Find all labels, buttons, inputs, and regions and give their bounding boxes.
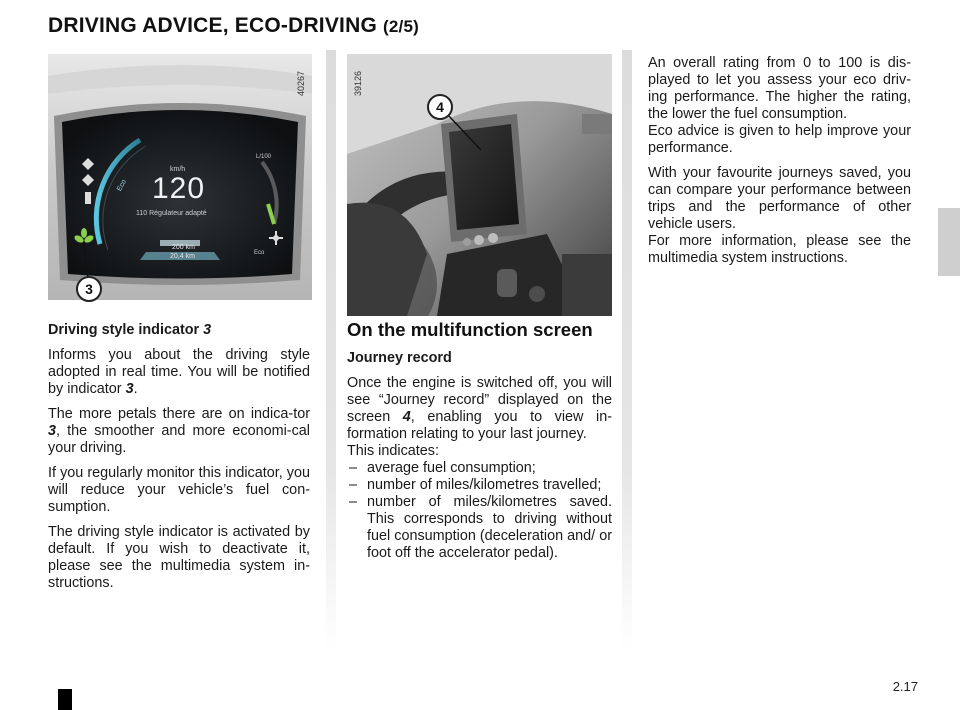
column-middle-text bbox=[347, 321, 612, 562]
cluster-speed-limit: 110 Régulateur adapté bbox=[136, 210, 207, 217]
cluster-gauge-label: Eco bbox=[116, 178, 128, 193]
column-left-text bbox=[48, 322, 310, 600]
paragraph: If you regularly monitor this indicator, you will reduce your vehicle’s fuel con-sumption. bbox=[48, 465, 310, 515]
paragraph-text-end: , the smoother and more economi-cal your driving. bbox=[48, 423, 310, 456]
column-divider-left bbox=[326, 50, 336, 650]
column-divider-right bbox=[622, 50, 632, 650]
reference-number: 3 bbox=[125, 381, 134, 397]
page-title bbox=[48, 14, 419, 38]
page-number: 2.17 bbox=[892, 679, 918, 694]
column-right-text bbox=[648, 55, 911, 275]
paragraph: Eco advice is given to help improve your performance. bbox=[648, 123, 911, 156]
paragraph-text: Once the engine is switched off, you will see “Journey record” displayed on the screen bbox=[347, 375, 612, 425]
driving-style-heading-text: Driving style indicator bbox=[48, 322, 200, 338]
callout-line-3 bbox=[48, 54, 312, 300]
reference-number: 4 bbox=[402, 409, 411, 425]
multifunction-screen-figure bbox=[347, 54, 612, 316]
paragraph bbox=[48, 406, 310, 457]
figure-code-middle: 39126 bbox=[353, 70, 363, 96]
figure-code-left: 40267 bbox=[296, 70, 306, 96]
journey-record-heading: Journey record bbox=[347, 350, 452, 366]
paragraph-text-end: , enabling you to view in-formation relating to your last journey. bbox=[347, 409, 613, 442]
chapter-tab bbox=[938, 208, 960, 276]
callout-4: 4 bbox=[427, 94, 453, 120]
paragraph-text: The more petals there are on indica-tor bbox=[48, 406, 310, 422]
cluster-consumption-label: L/100 bbox=[256, 154, 272, 160]
callout-3: 3 bbox=[76, 276, 102, 302]
paragraph: An overall rating from 0 to 100 is dis-played to let you assess your eco driv-ing performance. The higher the rating, the lower the fuel consumption. bbox=[648, 55, 911, 122]
paragraph: For more information, please see the multimedia system instructions. bbox=[648, 233, 911, 266]
list-item: – number of miles/kilometres travelled; bbox=[347, 477, 612, 494]
cluster-unit: km/h bbox=[170, 166, 186, 173]
paragraph-text: Informs you about the driving style adopted in real time. You will be notified by indicator bbox=[48, 347, 310, 397]
page-title-text: DRIVING ADVICE, ECO-DRIVING bbox=[48, 14, 377, 37]
list-item: – number of miles/kilometres saved. This corresponds to driving without fuel consumption (deceleration and/ or foot off the accelerator pedal). bbox=[347, 494, 612, 562]
cluster-trip-distance: 200 km bbox=[172, 244, 195, 251]
paragraph-text-end: . bbox=[133, 381, 138, 397]
paragraph: With your favourite journeys saved, you can compare your performance between trips and the performance of other vehicle users. bbox=[648, 165, 911, 232]
cluster-gauge-right-label: Eco bbox=[254, 250, 265, 256]
corner-mark bbox=[58, 689, 72, 710]
reference-number: 3 bbox=[48, 423, 57, 439]
callout-line-4 bbox=[347, 54, 612, 316]
paragraph: The driving style indicator is activated by default. If you wish to deactivate it, please see the multimedia system in-structions. bbox=[48, 524, 310, 591]
paragraph bbox=[48, 347, 310, 398]
paragraph: This indicates: bbox=[347, 443, 439, 459]
cluster-trip-value: 20,4 km bbox=[170, 253, 195, 260]
page-title-suffix: (2/5) bbox=[383, 17, 419, 36]
journey-indicators-list bbox=[347, 460, 612, 562]
driving-style-heading bbox=[48, 322, 310, 339]
section-heading: On the multifunction screen bbox=[347, 319, 593, 340]
list-item: – average fuel consumption; bbox=[347, 460, 612, 477]
paragraph bbox=[347, 375, 612, 443]
driving-style-heading-ref: 3 bbox=[203, 322, 212, 338]
instrument-cluster-figure bbox=[48, 54, 312, 300]
cluster-speed: 120 bbox=[152, 172, 206, 205]
